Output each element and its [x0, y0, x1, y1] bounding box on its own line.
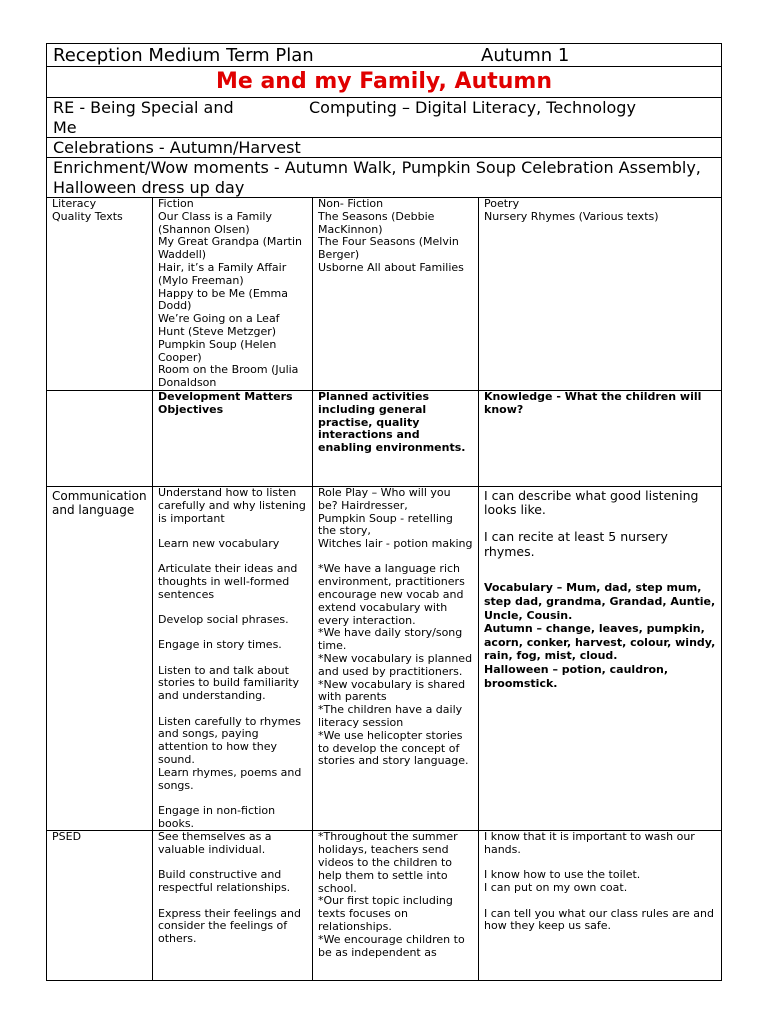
cl-activities: [313, 486, 479, 830]
computing-label: Computing – Digital Literacy, Technology: [309, 98, 636, 117]
knowledge-heading: Knowledge - What the children will know?: [479, 390, 722, 486]
activity-item: Pumpkin Soup - retelling the story,: [318, 511, 453, 538]
spacer: [158, 792, 307, 805]
fiction-item: We’re Going on a Leaf Hunt (Steve Metzger): [158, 312, 280, 338]
objective-item: Learn rhymes, poems and songs.: [158, 765, 302, 792]
fiction-item: Happy to be Me (Emma Dodd): [158, 286, 288, 313]
dm-heading: Development Matters Objectives: [153, 390, 313, 486]
activity-item: *New vocabulary is shared with parents: [318, 677, 466, 704]
objective-item: Articulate their ideas and thoughts in well-formed sentences: [158, 562, 298, 601]
activity-item: *The children have a daily literacy session: [318, 703, 463, 729]
poetry-heading: Poetry: [484, 198, 520, 210]
term-label: Autumn 1: [481, 45, 570, 66]
cl-knowledge: [479, 486, 722, 830]
knowledge-item: I can tell you what our class rules are and how they keep us safe.: [484, 906, 714, 933]
activity-item: *We have a language rich environment, practitioners encourage new vocab and extend vocabulary with every interaction.: [318, 562, 465, 627]
spacer: [158, 703, 307, 716]
activity-item: *New vocabulary is planned and used by practitioners.: [318, 652, 473, 678]
plan-document: [46, 43, 722, 981]
cl-objectives: [153, 486, 313, 830]
fiction-list: [158, 211, 307, 390]
spacer: [158, 895, 307, 908]
enrichment-row: Enrichment/Wow moments - Autumn Walk, Pumpkin Soup Celebration Assembly, Halloween dress up day: [46, 158, 722, 198]
fiction-item: Our Class is a Family (Shannon Olsen): [158, 209, 273, 236]
cl-vocabulary: [484, 581, 716, 690]
nonfiction-item: The Four Seasons (Melvin Berger): [318, 235, 459, 262]
fiction-item: My Great Grandpa (Martin Waddell): [158, 235, 302, 262]
nonfiction-item: The Seasons (Debbie MacKinnon): [318, 209, 435, 236]
vocabulary-item: Vocabulary – Mum, dad, step mum, step dad, grandma, Grandad, Auntie, Uncle, Cousin.: [484, 581, 716, 622]
fiction-item: Pumpkin Soup (Helen Cooper): [158, 337, 277, 364]
objective-item: Build constructive and respectful relationships.: [158, 868, 291, 895]
fiction-item: Room on the Broom (Julia Donaldson: [158, 363, 299, 390]
planned-heading: Planned activities including general practise, quality interactions and enabling environments.: [313, 390, 479, 486]
activity-item: *We use helicopter stories to develop the concept of stories and story language.: [318, 728, 469, 768]
spacer: [484, 895, 716, 908]
activity-item: *We encourage children to be as independent as: [318, 932, 465, 959]
objective-item: Listen to and talk about stories to build familiarity and understanding.: [158, 663, 300, 703]
activity-item: Role Play – Who will you be? Hairdresser,: [318, 486, 451, 512]
spacer: [158, 652, 307, 665]
fiction-cell: [153, 198, 313, 390]
fiction-item: Hair, it’s a Family Affair (Mylo Freeman): [158, 260, 287, 287]
celebrations-row: Celebrations - Autumn/Harvest: [46, 138, 722, 158]
activity-item: *We have daily story/song time.: [318, 626, 463, 653]
plan-title: Reception Medium Term Plan: [53, 45, 314, 66]
title-row: [46, 43, 722, 67]
activity-item: Witches lair - potion making: [318, 537, 473, 551]
objective-item: Engage in story times.: [158, 638, 282, 652]
psed-knowledge: [479, 831, 722, 981]
topic-title: Me and my Family, Autumn: [46, 67, 722, 98]
plan-table: [46, 198, 722, 981]
fiction-heading: Fiction: [158, 198, 194, 210]
literacy-label: Literacy Quality Texts: [47, 198, 153, 390]
knowledge-item: I can describe what good listening looks like.: [484, 487, 699, 518]
column-header-row: [47, 390, 722, 486]
poetry-list: [484, 211, 716, 224]
objective-item: Listen carefully to rhymes and songs, paying attention to how they sound.: [158, 714, 301, 766]
vocabulary-item: Autumn – change, leaves, pumpkin, acorn, conker, harvest, colour, windy, rain, fog, mist, cloud.: [484, 622, 716, 663]
objective-item: Understand how to listen carefully and why listening is important: [158, 486, 306, 525]
knowledge-item: I can recite at least 5 nursery rhymes.: [484, 529, 668, 559]
activity-item: *Throughout the summer holidays, teachers send videos to the children to help them to settle into school.: [318, 830, 458, 895]
psed-label: PSED: [47, 831, 153, 981]
knowledge-item: I can put on my own coat.: [484, 881, 628, 895]
knowledge-item: I know how to use the toilet.: [484, 868, 641, 882]
objective-item: Engage in non-fiction books.: [158, 803, 276, 830]
nonfiction-cell: [313, 198, 479, 390]
cl-row: [47, 486, 722, 830]
cl-label: Communication and language: [47, 486, 153, 830]
objective-item: Express their feelings and consider the feelings of others.: [158, 906, 301, 946]
objective-item: Learn new vocabulary: [158, 536, 280, 550]
nonfiction-list: [318, 211, 473, 275]
objective-item: See themselves as a valuable individual.: [158, 830, 272, 857]
psed-row: [47, 831, 722, 981]
re-computing-row: [46, 98, 722, 138]
nonfiction-heading: Non- Fiction: [318, 198, 384, 210]
poetry-cell: [479, 198, 722, 390]
activity-item: *Our first topic including texts focuses on relationships.: [318, 894, 453, 933]
knowledge-item: I know that it is important to wash our hands.: [484, 830, 695, 857]
psed-objectives: [153, 831, 313, 981]
literacy-row: [47, 198, 722, 390]
psed-activities: [313, 831, 479, 981]
nonfiction-item: Usborne All about Families: [318, 260, 464, 274]
vocabulary-item: Halloween – potion, cauldron, broomstick.: [484, 663, 669, 690]
poetry-item: Nursery Rhymes (Various texts): [484, 209, 659, 223]
re-label: RE - Being Special and Me: [53, 98, 234, 137]
cl-knowledge-list: [484, 489, 716, 560]
spacer: [158, 525, 307, 538]
objective-item: Develop social phrases.: [158, 613, 289, 627]
